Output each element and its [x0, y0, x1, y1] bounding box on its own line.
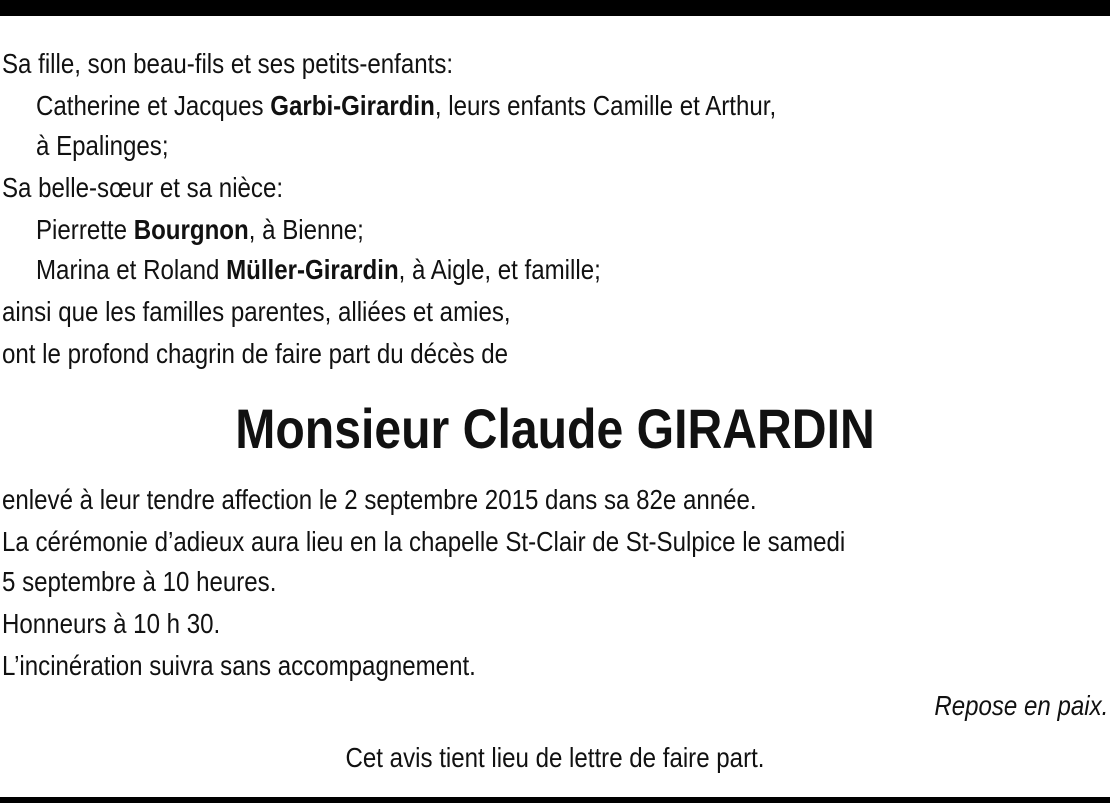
family-line-1: Sa fille, son beau-fils et ses petits-enfants: — [2, 48, 454, 79]
top-border-rule — [0, 0, 1110, 16]
family-line-5-text: Pierrette — [36, 214, 134, 245]
details-line-3: 5 septembre à 10 heures. — [2, 566, 277, 597]
family-line-5-rest: , à Bienne; — [248, 214, 364, 245]
family-line-7: ainsi que les familles parentes, alliées et amies, — [2, 296, 511, 327]
family-line-8: ont le profond chagrin de faire part du décès de — [2, 338, 509, 369]
family-surname-bourgnon: Bourgnon — [133, 214, 249, 245]
family-line-6-rest: , à Aigle, et famille; — [398, 254, 601, 285]
family-line-4: Sa belle-sœur et sa nièce: — [2, 172, 284, 203]
details-line-1: enlevé à leur tendre affection le 2 septembre 2015 dans sa 82e année. — [2, 484, 757, 515]
family-line-5 — [36, 210, 364, 250]
family-line-2-rest: , leurs enfants Camille et Arthur, — [434, 90, 777, 121]
family-surname-garbi-girardin: Garbi-Girardin — [270, 90, 435, 121]
family-line-2-text: Catherine et Jacques — [36, 90, 271, 121]
bottom-border-rule — [0, 797, 1110, 803]
details-line-4: Honneurs à 10 h 30. — [2, 608, 221, 639]
family-line-3: à Epalinges; — [36, 130, 169, 161]
family-surname-muller-girardin: Müller-Girardin — [226, 254, 399, 285]
deceased-name: Monsieur Claude GIRARDIN — [235, 397, 875, 460]
family-line-2 — [36, 86, 776, 126]
details-line-2: La cérémonie d’adieux aura lieu en la chapelle St-Clair de St-Sulpice le samedi — [2, 526, 846, 557]
family-line-6-text: Marina et Roland — [36, 254, 227, 285]
family-line-6 — [36, 250, 601, 290]
repose-en-paix: Repose en paix. — [933, 690, 1108, 721]
details-line-5: L’incinération suivra sans accompagnement. — [2, 650, 476, 681]
notice-footer: Cet avis tient lieu de lettre de faire part. — [345, 742, 765, 773]
